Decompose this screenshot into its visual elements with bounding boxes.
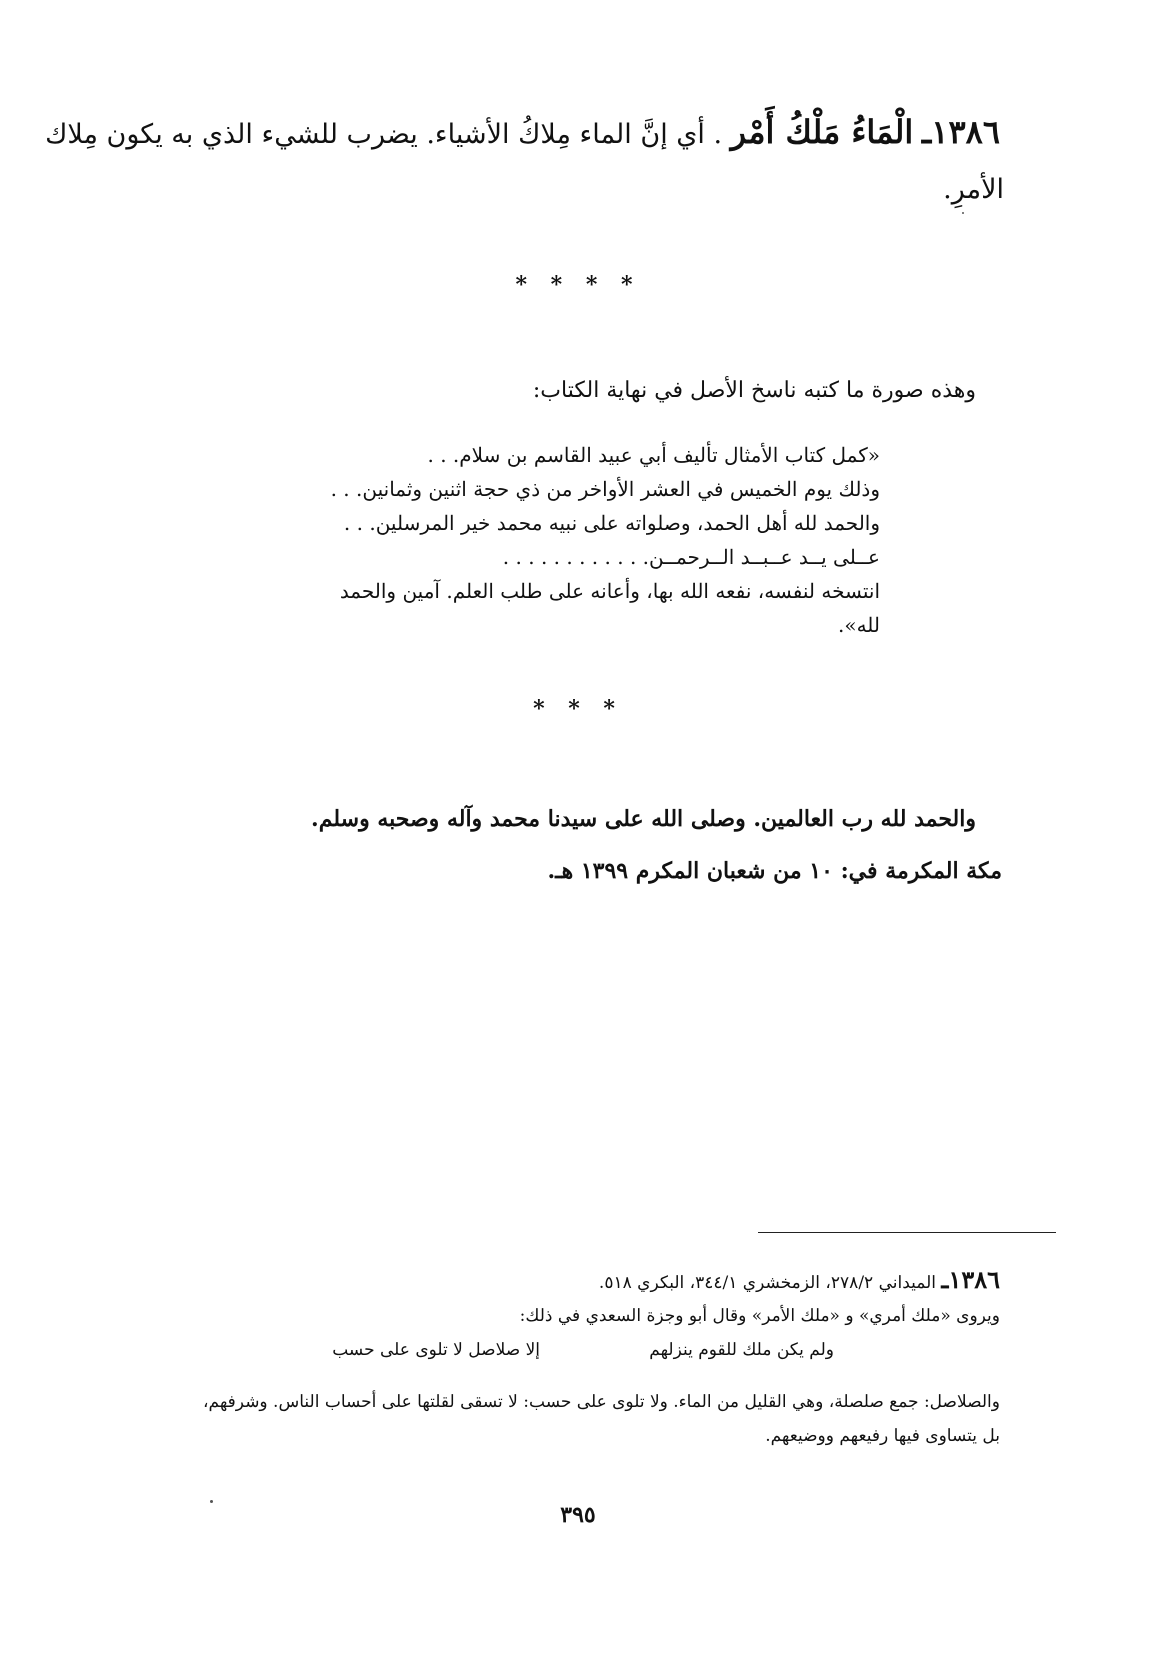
footnote-gloss-line2: بل يتساوى فيها رفيعهم ووضيعهم. [765, 1426, 1000, 1446]
footnote-rule [758, 1232, 1056, 1233]
colophon-line: «كمل كتاب الأمثال تأليف أبي عبيد القاسم بن سلام. . . [427, 443, 880, 467]
entry-number: ١٣٨٦ـ [921, 113, 1000, 151]
footnote-sources-text: الميداني ٢٧٨/٢، الزمخشري ٣٤٤/١، البكري ٥١٨. [598, 1273, 936, 1293]
colophon-line: لله». [837, 613, 880, 637]
entry-first-line [45, 112, 1000, 155]
scan-speck [210, 1500, 213, 1503]
footnote-number: ١٣٨٦ـ [941, 1265, 1000, 1294]
closing-praise: والحمد لله رب العالمين. وصلى الله على سيدنا محمد وآله وصحبه وسلم. [311, 806, 976, 832]
page-number: ٣٩٥ [560, 1502, 596, 1528]
colophon-line: عــلى يــد عــبــد الــرحمــن. . . . . . . . . . . . [502, 545, 880, 569]
separator-stars-first: * * * * [515, 272, 641, 298]
entry-gloss-end: الأمرِ. [943, 174, 1004, 205]
colophon-line: انتسخه لنفسه، نفعه الله بها، وأعانه على طلب العلم. آمين والحمد [339, 579, 880, 603]
colophon-line: والحمد لله أهل الحمد، وصلواته على نبيه محمد خير المرسلين. . . [343, 511, 880, 535]
scan-speck [962, 212, 964, 214]
colophon-line: وذلك يوم الخميس في العشر الأواخر من ذي حجة اثنين وثمانين. . . [330, 477, 880, 501]
footnote-gloss-line1: والصلاصل: جمع صلصلة، وهي القليل من الماء. ولا تلوى على حسب: لا تسقى لقلتها على أحساب الناس. وشرفهم، [203, 1392, 1000, 1412]
separator-stars-second: * * * [533, 696, 623, 722]
footnote-sources [599, 1264, 1000, 1299]
colophon-quote [300, 438, 880, 642]
entry-gloss: . أي إنَّ الماء مِلاكُ الأشياء. يضرب للشيء الذي به يكون مِلاك [45, 119, 723, 150]
verse-first-hemistich: ولم يكن ملك للقوم ينزلهم [649, 1340, 834, 1360]
footnote-variant: ويروى «ملك أمري» و «ملك الأمر» وقال أبو وجزة السعدي في ذلك: [519, 1306, 1000, 1326]
closing-date: مكة المكرمة في: ١٠ من شعبان المكرم ١٣٩٩ هـ. [547, 858, 1002, 884]
colophon-intro: وهذه صورة ما كتبه ناسخ الأصل في نهاية الكتاب: [532, 378, 976, 403]
entry-headword: الْمَاءُ مَلْكُ أَمْر [730, 113, 914, 151]
verse-second-hemistich: إلا صلاصل لا تلوى على حسب [332, 1340, 540, 1360]
